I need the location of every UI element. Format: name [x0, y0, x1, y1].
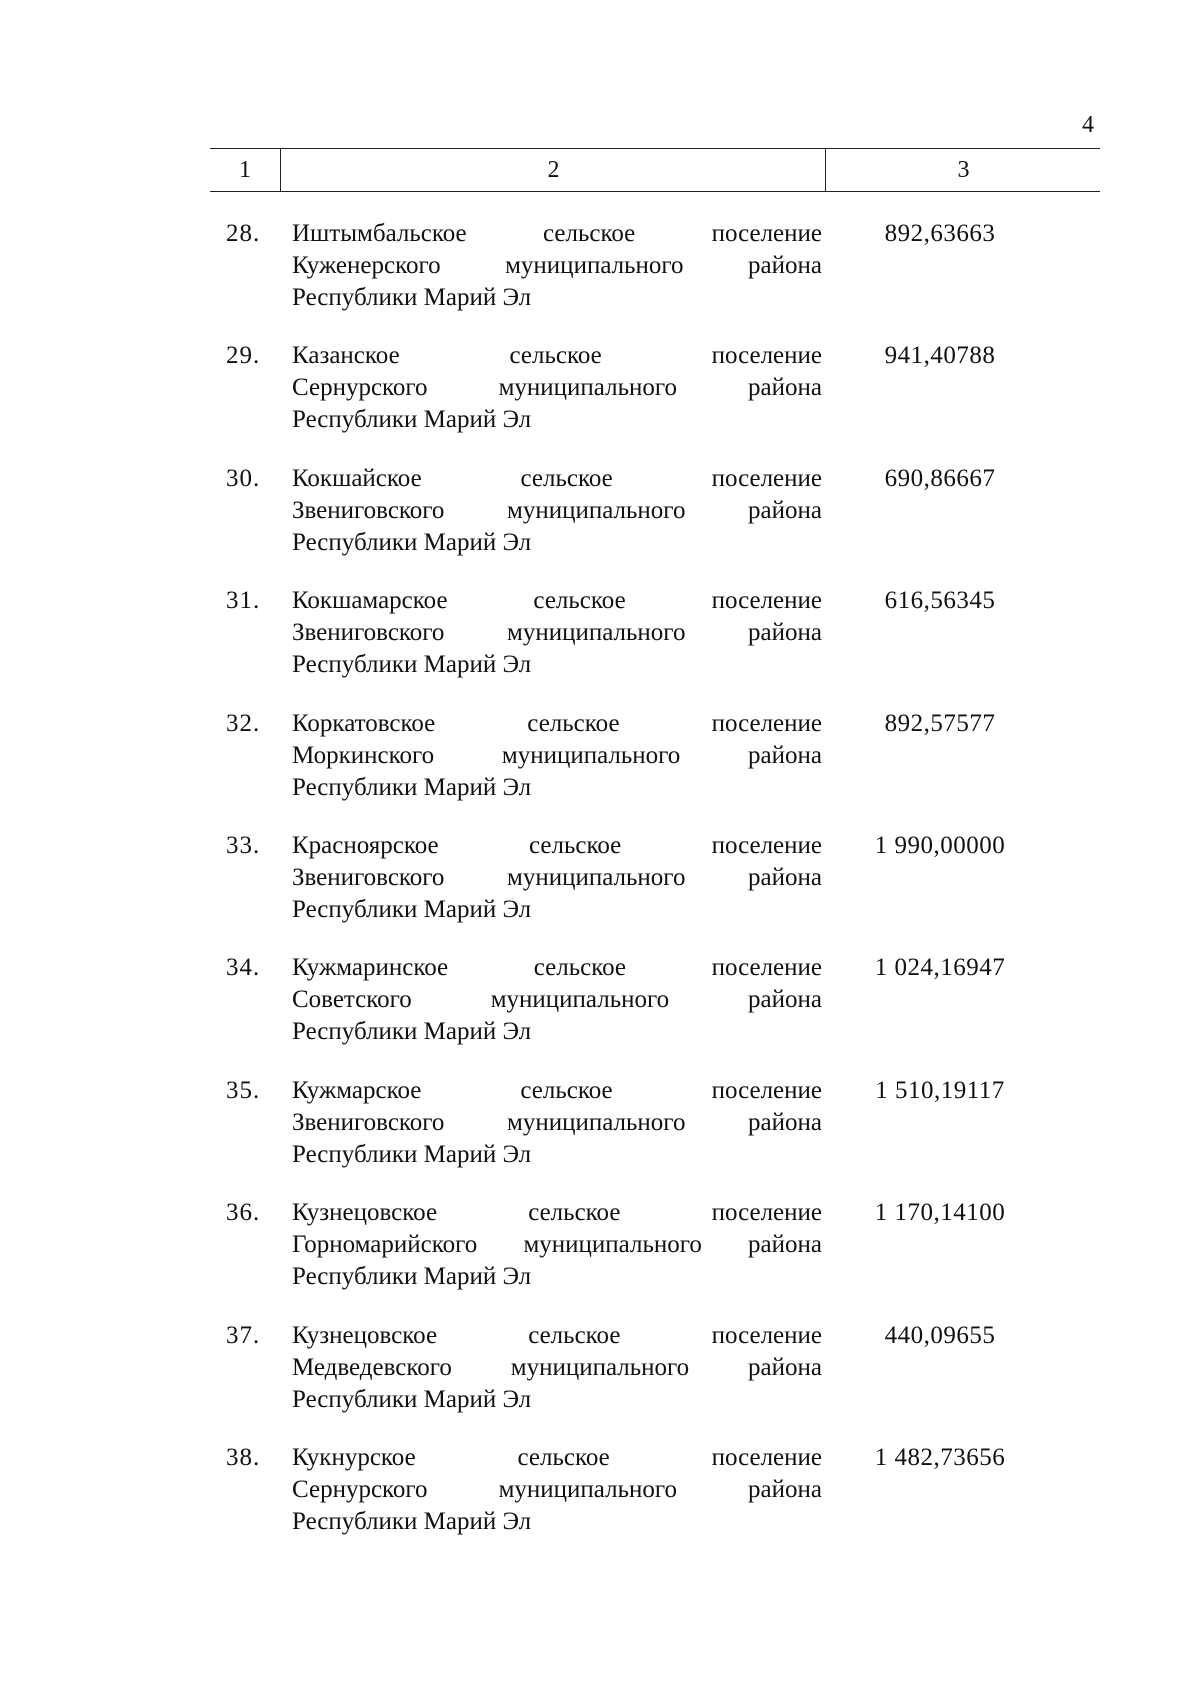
- page-number: 4: [1082, 112, 1094, 138]
- row-number: 32.: [226, 709, 261, 737]
- settlement-name: [292, 585, 822, 681]
- settlement-name-line: Горномарийского муниципального района: [292, 1231, 822, 1259]
- row-value: 1 990,00000: [874, 831, 1006, 859]
- settlement-name: [292, 1442, 822, 1538]
- row-number: 29.: [226, 342, 261, 370]
- row-value: 1 482,73656: [874, 1443, 1006, 1471]
- settlement-name-line: Иштымбальское сельское поселение: [292, 220, 822, 247]
- settlement-name-line: Республики Марий Эл: [292, 895, 532, 923]
- settlement-name-line: Моркинского муниципального района: [292, 741, 822, 769]
- settlement-name-line: Звениговского муниципального района: [292, 496, 822, 524]
- settlement-name-line: Медведевского муниципального района: [292, 1353, 822, 1381]
- settlement-name-line: Республики Марий Эл: [292, 1263, 532, 1291]
- table-row: [210, 463, 1100, 585]
- row-number: 31.: [226, 587, 261, 615]
- settlement-name-line: Звениговского муниципального района: [292, 1108, 822, 1136]
- settlement-name: [292, 218, 822, 314]
- table-body: [210, 218, 1100, 1564]
- settlement-name: [292, 463, 822, 559]
- row-number: 35.: [226, 1076, 261, 1104]
- settlement-name-line: Кужмарское сельское поселение: [292, 1076, 822, 1104]
- settlement-name-line: Кужмаринское сельское поселение: [292, 954, 822, 982]
- table-row: [210, 1320, 1100, 1442]
- settlement-name-line: Кузнецовское сельское поселение: [292, 1199, 822, 1227]
- settlement-name-line: Казанское сельское поселение: [292, 342, 822, 370]
- row-value: 690,86667: [884, 464, 996, 492]
- settlement-name-line: Республики Марий Эл: [292, 1140, 532, 1168]
- table-row: [210, 1075, 1100, 1197]
- header-col-1: 1: [239, 157, 251, 183]
- table-row: [210, 1197, 1100, 1319]
- row-number: 30.: [226, 464, 261, 492]
- settlement-name-line: Куженерского муниципального района: [292, 252, 822, 279]
- settlement-name: [292, 708, 822, 804]
- settlement-name-line: Звениговского муниципального района: [292, 619, 822, 647]
- table-row: [210, 708, 1100, 830]
- table-header: [210, 148, 1100, 192]
- row-value: 440,09655: [884, 1321, 996, 1349]
- row-number: 28.: [226, 220, 261, 247]
- settlement-name-line: Кокшайское сельское поселение: [292, 464, 822, 492]
- header-col-2: 2: [280, 149, 826, 191]
- table-row: [210, 830, 1100, 952]
- table-row: [210, 585, 1100, 707]
- settlement-name-line: Республики Марий Эл: [292, 1018, 532, 1046]
- row-value: 616,56345: [884, 587, 996, 615]
- row-value: 941,40788: [884, 342, 996, 370]
- table-row: [210, 1442, 1100, 1564]
- row-number: 38.: [226, 1443, 261, 1471]
- settlement-name-line: Советского муниципального района: [292, 986, 822, 1014]
- settlement-name-line: Сернурского муниципального района: [292, 1475, 822, 1503]
- table-row: [210, 952, 1100, 1074]
- settlement-name-line: Коркатовское сельское поселение: [292, 709, 822, 737]
- settlement-name: [292, 340, 822, 436]
- row-value: 1 024,16947: [874, 954, 1006, 982]
- settlement-name-line: Республики Марий Эл: [292, 528, 532, 556]
- settlement-name-line: Республики Марий Эл: [292, 1507, 532, 1535]
- row-value: 892,63663: [884, 220, 996, 247]
- row-number: 36.: [226, 1199, 261, 1227]
- settlement-name-line: Республики Марий Эл: [292, 1385, 532, 1413]
- settlement-name: [292, 1197, 822, 1293]
- settlement-name: [292, 952, 822, 1048]
- table-row: [210, 218, 1100, 340]
- row-value: 1 170,14100: [874, 1199, 1006, 1227]
- settlement-name-line: Сернурского муниципального района: [292, 374, 822, 402]
- settlement-name: [292, 830, 822, 926]
- settlement-name-line: Кузнецовское сельское поселение: [292, 1321, 822, 1349]
- settlement-name-line: Кокшамарское сельское поселение: [292, 587, 822, 615]
- settlement-name-line: Республики Марий Эл: [292, 284, 532, 311]
- settlement-name-line: Кукнурское сельское поселение: [292, 1443, 822, 1471]
- row-number: 37.: [226, 1321, 261, 1349]
- row-number: 33.: [226, 831, 261, 859]
- settlement-name-line: Звениговского муниципального района: [292, 863, 822, 891]
- settlement-name-line: Красноярское сельское поселение: [292, 831, 822, 859]
- table-row: [210, 340, 1100, 462]
- row-value: 1 510,19117: [875, 1076, 1005, 1104]
- settlement-name-line: Республики Марий Эл: [292, 651, 532, 679]
- settlement-name-line: Республики Марий Эл: [292, 406, 532, 434]
- settlement-name: [292, 1075, 822, 1171]
- settlement-name: [292, 1320, 822, 1416]
- row-value: 892,57577: [884, 709, 996, 737]
- settlement-name-line: Республики Марий Эл: [292, 773, 532, 801]
- row-number: 34.: [226, 954, 261, 982]
- header-col-3: 3: [825, 149, 1101, 191]
